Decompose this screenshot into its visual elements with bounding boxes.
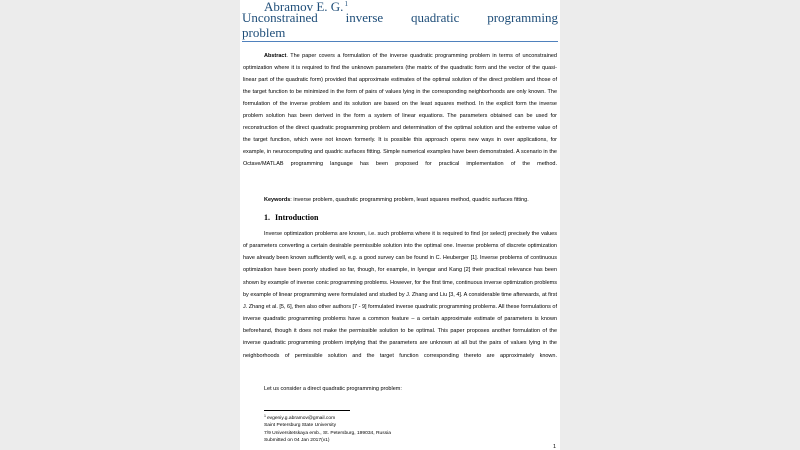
intro-line: quadratic programming problems have a common feature – a certain approximate estimate of parameters is known [263, 316, 557, 323]
abstract-line: on the least squares method. In the explicit form the inverse problem solution has been derived in the form a system [243, 101, 557, 119]
intro-line: formulation of the inverse quadratic programming problem implying that the parameters are unknown at all but the [243, 328, 558, 347]
title-word: inverse [345, 10, 384, 25]
footnote-divider [264, 410, 350, 411]
section-heading [264, 213, 318, 223]
title-word: Unconstrained [242, 10, 318, 25]
abstract-line: and the vector of the quasi-linear part of the quadratic form) provided that approximate estimates of the optimal [243, 65, 557, 83]
keywords-paragraph [264, 196, 557, 204]
keywords-label: Keywords [264, 197, 291, 203]
abstract-line: known formerly. It is possible this approach opens new ways in over applications, for example, in neurocomputing [243, 137, 557, 155]
abstract-label: Abstract [264, 53, 287, 59]
abstract-line: unconstrained optimization where it is required to find the unknown parameters (the matrix of the quadratic form [243, 53, 557, 71]
intro-line: and Kang [2] their practical relevance has been shown by example of inverse conic programming problems. [243, 267, 558, 286]
title-line-2: problem [242, 25, 286, 40]
footnote-submitted: Submitted on 04 Jan 2017(v1) [264, 437, 330, 443]
title-word: programming [487, 10, 558, 25]
keywords-text: : inverse problem, quadratic programming problem, least squares method, quadric surfaces fitting. [290, 197, 529, 203]
paper-page [240, 0, 560, 450]
abstract-line: solution of the direct problem and those of the target function to be minimized in the form of pairs of values lying in [243, 77, 557, 95]
abstract-line: . The paper covers a formulation of the inverse quadratic programming problem in terms of [286, 53, 520, 59]
let-us-consider-line: Let us consider a direct quadratic programming problem: [264, 386, 402, 392]
intro-paragraph [243, 228, 557, 362]
abstract-line: the corresponding neighborhoods are only known. The formulation of the inverse problem and its solution are based [243, 89, 558, 107]
section-number: 1. [264, 213, 270, 222]
intro-line: beforehand, though it does not make the permissible solution to be optimal. This paper proposes another [243, 328, 511, 335]
intro-line: approximately known. [499, 352, 557, 359]
abstract-line: programming language has been proposed for practical implementation of the method. [290, 161, 558, 167]
intro-line: of discrete optimization have already been known sufficiently well, e.g. a good survey can be found in C. Heuberger [243, 243, 557, 262]
footnote-address: 7/9 Universitetskaya emb., St. Petersburg, 199034, Russia [264, 430, 391, 436]
intro-line: also other authors [7 - 9] formulated inverse quadratic programming problems. All these formulations of inverse [243, 303, 557, 323]
intro-line: Inverse optimization problems are known, i.e. such problems where it is required to find (or select) precisely [264, 231, 530, 237]
intro-line: the values of parameters converting a certain desirable permissible solution into the optimal one. Inverse problems [243, 231, 557, 250]
footnote-affiliation: Saint Petersburg State University [264, 423, 337, 429]
paper-title [242, 10, 558, 40]
intro-line: formulated and studied by J. Zhang and Liu [3, 4]. A considerable time afterwards, at first J. Zhang et al. [5, 6], then [243, 291, 557, 310]
footnote-mark: 1 [264, 414, 266, 418]
abstract-line: problem and determination of the optimal solution and the extreme value of the target function, which were not [243, 125, 557, 143]
title-divider [242, 41, 558, 42]
page-number: 1 [552, 444, 556, 450]
author-text: Abramov E. G. [264, 0, 344, 14]
footnote [264, 413, 464, 444]
footnote-email[interactable]: evgeniy.g.abramov@gmail.com [266, 416, 336, 421]
abstract-line: of linear equations. The parameters obtained can be used for reconstruction of the direct quadratic programming [243, 113, 557, 131]
intro-line: pairs of values lying in the neighborhoods of permissible solution and the target function corresponding thereto are [243, 340, 557, 359]
author-footnote-mark[interactable]: 1 [344, 0, 348, 8]
title-line-1 [242, 10, 558, 25]
title-word: quadratic [411, 10, 460, 25]
abstract-line: and quadric surfaces fitting. Simple numerical examples have been demonstrated. A scenario in the Octave/MATLAB [243, 149, 557, 167]
footnote-email-line [264, 413, 464, 422]
intro-line: However, for the first time, continuous inverse optimization problems by example of linear programming were [243, 279, 557, 298]
abstract-paragraph [243, 50, 557, 170]
intro-line: [1]. Inverse problems of continuous optimization have been poorly studied so far, though, for example, in Iyengar [243, 255, 557, 274]
section-title: Introduction [275, 213, 319, 222]
